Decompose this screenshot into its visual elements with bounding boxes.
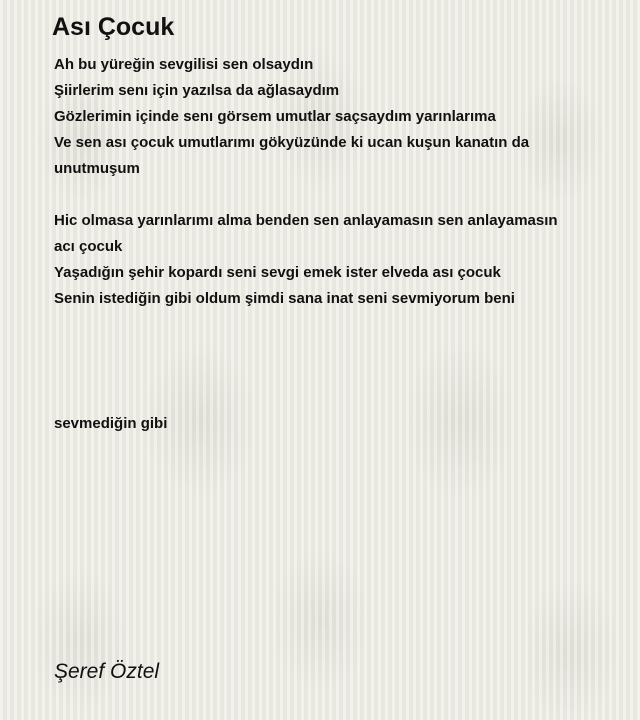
poem-line: Ve sen ası çocuk umutlarımı gökyüzünde ki ucan kuşun kanatın da bbox=[54, 134, 530, 151]
poem-line: Gözlerimin içinde senı görsem umutlar saçsaydım yarınlarıma bbox=[54, 108, 496, 125]
poem-line: unutmuşum bbox=[54, 160, 140, 177]
stanza bbox=[54, 208, 614, 312]
poem-line: Yaşadığın şehir kopardı seni sevgi emek ister elveda ası çocuk bbox=[54, 264, 501, 281]
poem-title: Ası Çocuk bbox=[52, 13, 175, 41]
poem-closing-line: sevmediğin gibi bbox=[54, 415, 168, 432]
poem-line: Hic olmasa yarınlarımı alma benden sen anlayamasın sen anlayamasın bbox=[54, 212, 558, 229]
poem-line: acı çocuk bbox=[54, 238, 123, 255]
poem-body bbox=[54, 52, 614, 338]
poem-line: Senin istediğin gibi oldum şimdi sana inat seni sevmiyorum beni bbox=[54, 290, 515, 307]
poem-author: Şeref Öztel bbox=[54, 660, 160, 683]
poem-line: Ah bu yüreğin sevgilisi sen olsaydın bbox=[54, 56, 314, 73]
poem-line: Şiirlerim senı için yazılsa da ağlasaydım bbox=[54, 82, 340, 99]
stanza bbox=[54, 52, 614, 182]
